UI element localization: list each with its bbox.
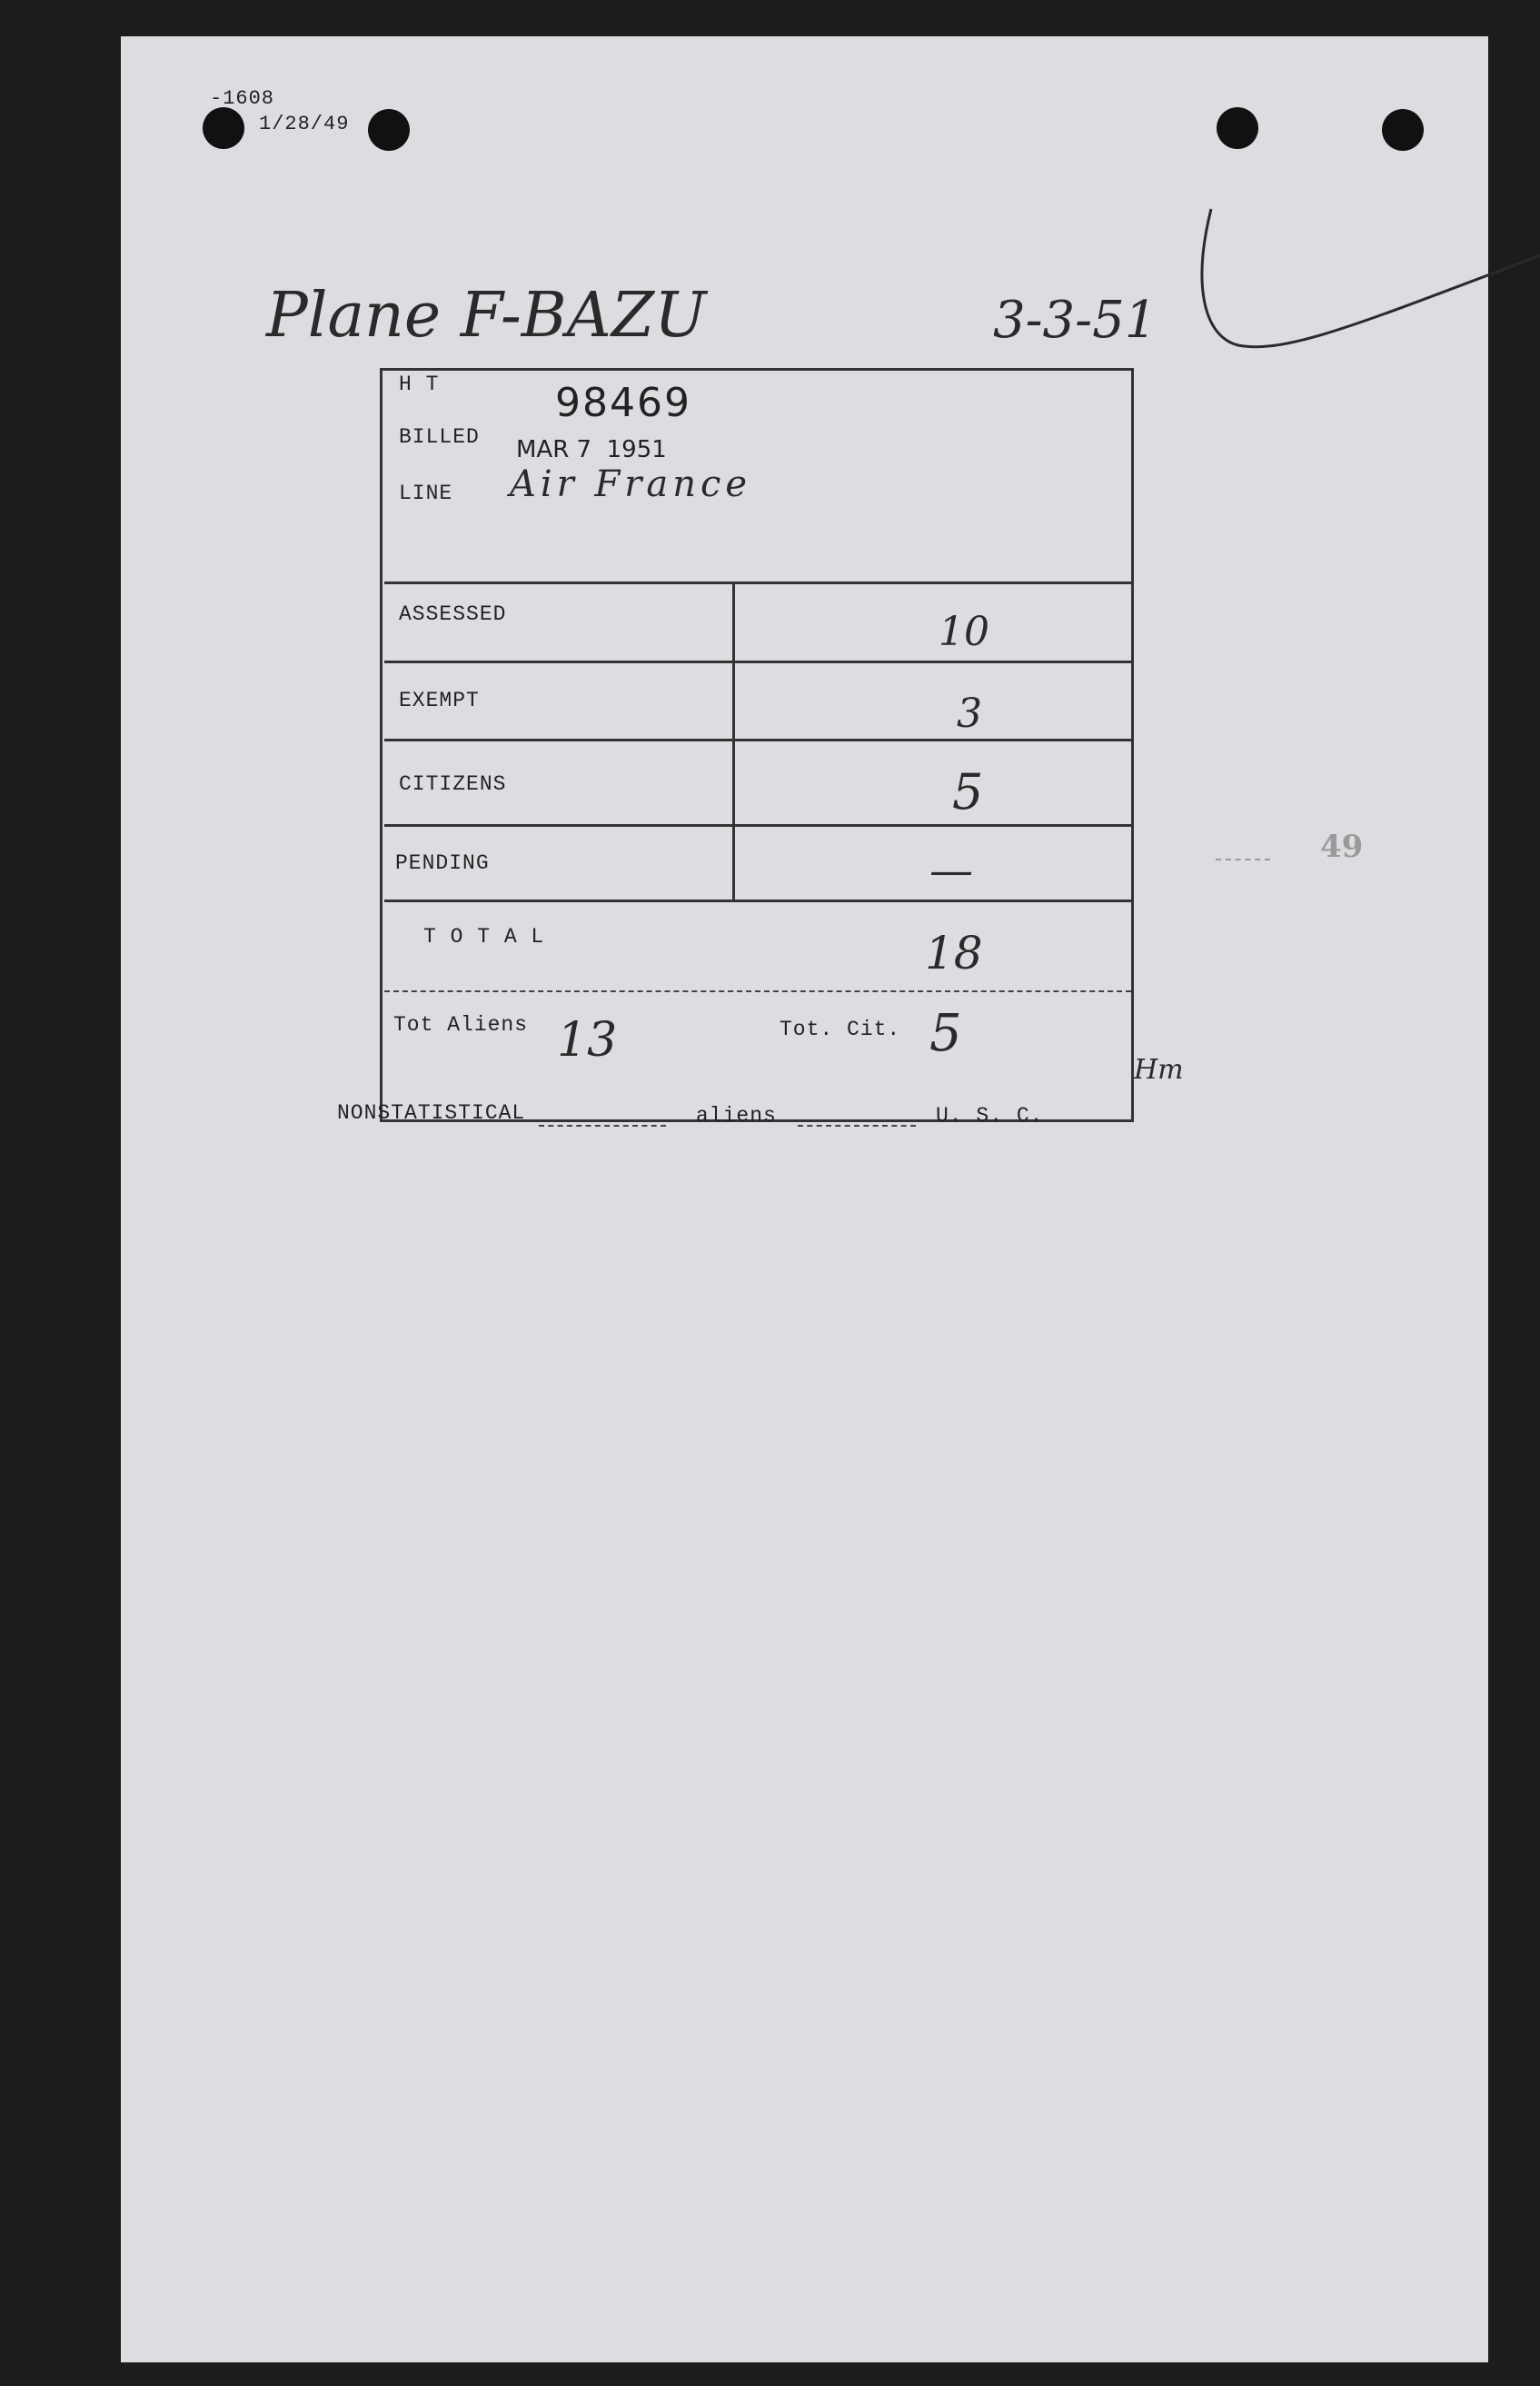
citizens-label: CITIZENS (399, 772, 507, 796)
pending-label: PENDING (395, 851, 490, 875)
ht-label: H T (399, 373, 440, 396)
row-divider-1 (384, 661, 1131, 663)
row-divider-2 (384, 739, 1131, 741)
exempt-value: 3 (957, 691, 982, 737)
usc-label: U. S. C. (936, 1104, 1044, 1128)
form-number: -1608 (210, 87, 275, 110)
tot-cit-value: 5 (929, 1004, 962, 1063)
ht-number: 98469 (555, 380, 691, 426)
punch-hole-left-2 (368, 109, 410, 151)
nonstatistical-label: NONSTATISTICAL (337, 1101, 526, 1125)
assessed-label: ASSESSED (399, 602, 507, 626)
page-number-dash (1216, 859, 1270, 860)
line-value: Air France (510, 463, 752, 505)
total-divider (384, 990, 1131, 992)
punch-hole-right (1217, 107, 1258, 149)
assessed-value: 10 (939, 609, 989, 655)
page-number: 49 (1320, 829, 1364, 865)
citizens-value: 5 (952, 763, 984, 820)
tot-aliens-label: Tot Aliens (393, 1013, 529, 1037)
billed-date: MAR 7 1951 (516, 436, 667, 463)
row-divider-3 (384, 824, 1131, 827)
row-divider-4 (384, 900, 1131, 902)
total-label: T O T A L (423, 925, 545, 949)
document-page (121, 36, 1488, 2362)
aliens-label: aliens (696, 1104, 777, 1128)
check-mark-icon (1193, 200, 1540, 382)
plane-label: Plane F-BAZU (266, 280, 707, 352)
pending-value: — (929, 845, 973, 896)
card-left-border (380, 368, 383, 1122)
nonstatistical-blank (539, 1125, 666, 1127)
total-value: 18 (925, 927, 983, 979)
header-divider (384, 582, 1131, 584)
punch-hole-right-2 (1382, 109, 1424, 151)
exempt-label: EXEMPT (399, 689, 480, 712)
billed-label: BILLED (399, 425, 480, 449)
punch-hole-left (203, 107, 244, 149)
tot-aliens-value: 13 (557, 1013, 618, 1068)
tot-cit-label: Tot. Cit. (780, 1018, 901, 1041)
card-right-border (1131, 368, 1134, 1122)
card-top-border (380, 368, 1134, 371)
initials: Hm (1134, 1054, 1184, 1086)
form-date: 1/28/49 (259, 113, 350, 135)
line-label: LINE (399, 482, 453, 505)
aliens-blank (798, 1125, 916, 1127)
handwritten-date: 3-3-51 (993, 291, 1157, 350)
